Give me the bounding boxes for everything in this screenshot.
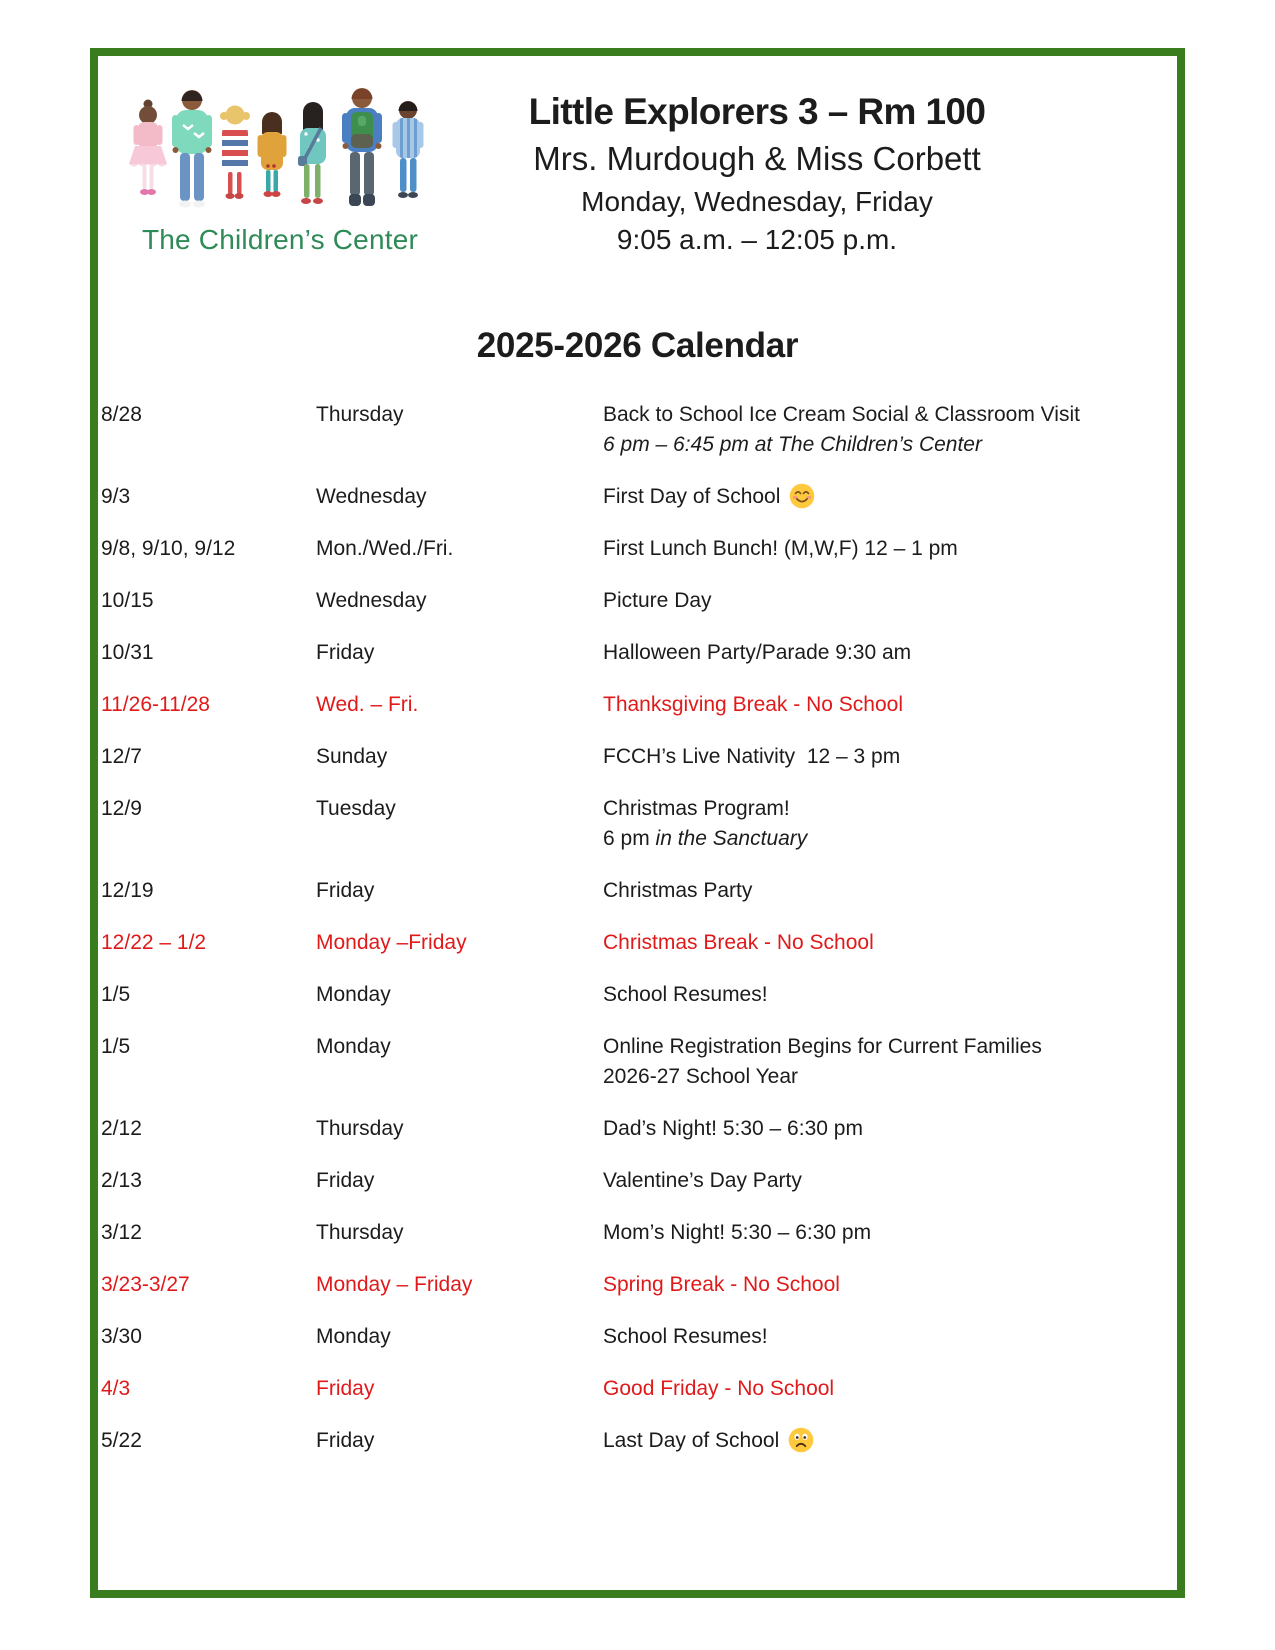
teachers: Mrs. Murdough & Miss Corbett [533, 140, 981, 178]
event-date: 4/3 [101, 1377, 131, 1400]
event-description [603, 1032, 1171, 1092]
child-tall-boy-mint [172, 90, 212, 208]
event-description [603, 1218, 1171, 1248]
event-description-line [603, 1270, 1171, 1300]
event-description-line [603, 482, 1171, 512]
event-description [603, 1426, 1171, 1456]
event-row [101, 690, 1171, 720]
event-text: Valentine’s Day Party [603, 1169, 802, 1192]
event-date: 11/26-11/28 [101, 693, 210, 716]
event-description [603, 1270, 1171, 1300]
event-date: 3/12 [101, 1221, 142, 1244]
event-description-line [603, 1166, 1171, 1196]
event-description-line [603, 1032, 1171, 1062]
event-description-line [603, 1062, 1171, 1092]
event-row [101, 1374, 1171, 1404]
event-day: Tuesday [316, 797, 396, 820]
event-description [603, 1374, 1171, 1404]
event-text: Good Friday - No School [603, 1377, 835, 1400]
event-description [603, 980, 1171, 1010]
event-day: Friday [316, 641, 375, 664]
event-description-line [603, 638, 1171, 668]
event-date: 12/7 [101, 745, 142, 768]
event-day: Thursday [316, 1221, 404, 1244]
event-date: 12/9 [101, 797, 142, 820]
event-date: 9/3 [101, 485, 131, 508]
event-day: Mon./Wed./Fri. [316, 537, 454, 560]
event-row [101, 1426, 1171, 1456]
event-date: 8/28 [101, 403, 142, 426]
event-description-line [603, 980, 1171, 1010]
event-description [603, 1114, 1171, 1144]
event-day: Thursday [316, 1117, 404, 1140]
event-text: Dad’s Night! 5:30 – 6:30 pm [603, 1117, 863, 1140]
event-text: School Resumes! [603, 983, 768, 1006]
event-description-line [603, 1322, 1171, 1352]
event-text: Mom’s Night! 5:30 – 6:30 pm [603, 1221, 872, 1244]
event-day: Friday [316, 879, 375, 902]
event-date: 1/5 [101, 983, 131, 1006]
event-description-line [603, 1426, 1171, 1456]
event-text: 6 pm [603, 827, 656, 850]
event-row [101, 534, 1171, 564]
event-text: School Resumes! [603, 1325, 768, 1348]
event-date: 12/22 – 1/2 [101, 931, 207, 954]
child-pigtail-girl [220, 106, 250, 200]
event-row [101, 638, 1171, 668]
event-text: First Lunch Bunch! (M,W,F) 12 – 1 pm [603, 537, 958, 560]
event-description [603, 876, 1171, 906]
event-description [603, 690, 1171, 720]
event-row [101, 742, 1171, 772]
event-text: 2026-27 School Year [603, 1065, 798, 1088]
event-row [101, 1270, 1171, 1300]
schedule-hours: 9:05 a.m. – 12:05 p.m. [616, 223, 898, 255]
event-date: 3/30 [101, 1325, 142, 1348]
child-black-hair-girl [298, 102, 326, 204]
event-date: 12/19 [101, 879, 154, 902]
event-description [603, 638, 1171, 668]
event-date: 2/12 [101, 1117, 142, 1140]
event-day: Wednesday [316, 485, 427, 508]
event-text: Online Registration Begins for Current Families [603, 1035, 1042, 1058]
event-description-line [603, 534, 1171, 564]
event-description [603, 742, 1171, 772]
event-row [101, 928, 1171, 958]
event-description [603, 534, 1171, 564]
event-text: First Day of School [603, 485, 787, 508]
event-row [101, 980, 1171, 1010]
events-table [101, 400, 1171, 1478]
event-day: Monday [316, 983, 391, 1006]
event-row [101, 400, 1171, 460]
event-description-line [603, 794, 1171, 824]
event-row [101, 1032, 1171, 1092]
event-text: Last Day of School [603, 1429, 786, 1452]
event-description [603, 794, 1171, 854]
event-day: Wednesday [316, 589, 427, 612]
event-description [603, 400, 1171, 460]
event-row [101, 1322, 1171, 1352]
event-date: 1/5 [101, 1035, 131, 1058]
event-day: Friday [316, 1377, 375, 1400]
event-date: 9/8, 9/10, 9/12 [101, 537, 236, 560]
event-text: Spring Break - No School [603, 1273, 840, 1296]
event-text: Halloween Party/Parade 9:30 am [603, 641, 912, 664]
event-description-line [603, 1374, 1171, 1404]
event-text-italic: 6 pm – 6:45 pm at The Children’s Center [603, 433, 982, 456]
class-title: Little Explorers 3 – Rm 100 [528, 91, 986, 132]
event-row [101, 794, 1171, 854]
event-day: Sunday [316, 745, 388, 768]
event-day: Friday [316, 1429, 375, 1452]
event-date: 3/23-3/27 [101, 1273, 190, 1296]
event-description-line [603, 876, 1171, 906]
event-text: Picture Day [603, 589, 712, 612]
page-border [90, 48, 1185, 1598]
event-description-line [603, 690, 1171, 720]
event-description [603, 928, 1171, 958]
event-date: 10/31 [101, 641, 154, 664]
event-description-line [603, 430, 1171, 460]
event-row [101, 1114, 1171, 1144]
event-day: Thursday [316, 403, 404, 426]
event-row [101, 586, 1171, 616]
org-name: The Children’s Center [141, 224, 419, 255]
event-description-line [603, 400, 1171, 430]
event-description-line [603, 824, 1171, 854]
event-date: 2/13 [101, 1169, 142, 1192]
event-description [603, 482, 1171, 512]
event-text: Christmas Break - No School [603, 931, 874, 954]
child-small-girl-mustard [258, 112, 287, 197]
event-day: Monday [316, 1035, 391, 1058]
event-description-line [603, 1218, 1171, 1248]
event-row [101, 482, 1171, 512]
event-description-line [603, 928, 1171, 958]
event-description [603, 1166, 1171, 1196]
child-ballet-girl [129, 100, 167, 196]
event-description-line [603, 742, 1171, 772]
event-day: Monday –Friday [316, 931, 467, 954]
event-text: FCCH’s Live Nativity 12 – 3 pm [603, 745, 901, 768]
event-description-line [603, 1114, 1171, 1144]
event-text: Back to School Ice Cream Social & Classroom Visit [603, 403, 1080, 426]
event-text: Christmas Program! [603, 797, 790, 820]
event-text-italic: in the Sanctuary [655, 827, 808, 850]
event-row [101, 876, 1171, 906]
event-date: 10/15 [101, 589, 154, 612]
event-day: Monday – Friday [316, 1273, 473, 1296]
frowning-face-emoji [785, 1426, 814, 1456]
event-description-line [603, 586, 1171, 616]
event-text: Thanksgiving Break - No School [603, 693, 903, 716]
header [366, 90, 1148, 256]
event-day: Friday [316, 1169, 375, 1192]
event-description [603, 1322, 1171, 1352]
event-row [101, 1166, 1171, 1196]
event-day: Monday [316, 1325, 391, 1348]
event-text: Christmas Party [603, 879, 753, 902]
schedule-days: Monday, Wednesday, Friday [581, 185, 933, 217]
calendar-title: 2025-2026 Calendar [476, 326, 799, 365]
event-day: Wed. – Fri. [316, 693, 419, 716]
event-description [603, 586, 1171, 616]
smiling-face-emoji [786, 482, 815, 512]
event-row [101, 1218, 1171, 1248]
event-date: 5/22 [101, 1429, 142, 1452]
